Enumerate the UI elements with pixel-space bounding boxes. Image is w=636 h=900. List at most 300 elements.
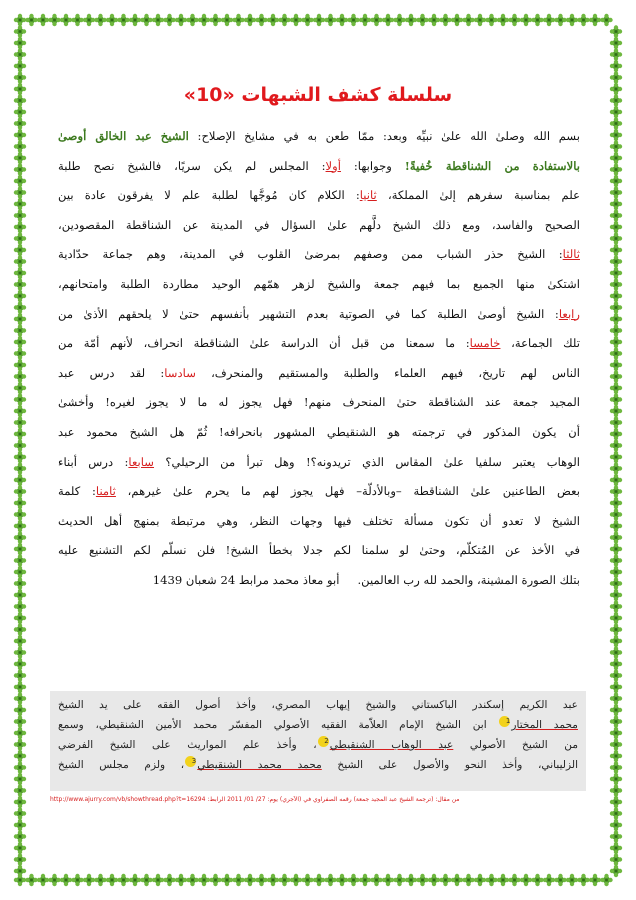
border-flower-ornament xyxy=(610,704,622,716)
border-flower-ornament xyxy=(48,14,60,26)
point-label: ثامنا xyxy=(95,484,116,499)
border-flower-ornament xyxy=(14,842,26,854)
border-flower-ornament xyxy=(543,14,555,26)
article-body xyxy=(58,122,580,596)
body-line xyxy=(58,181,580,211)
border-flower-ornament xyxy=(610,48,622,60)
border-flower-ornament xyxy=(610,853,622,865)
border-flower-ornament xyxy=(610,715,622,727)
border-flower-ornament xyxy=(14,25,26,37)
body-text-segment: بعض الطاعنين علىٰ الشناقطة –وبالأدلّة– فهل يجوز لهم ما يحرم علىٰ غيرهم، xyxy=(115,484,580,499)
quoted-excerpt xyxy=(50,691,586,791)
border-flower-ornament xyxy=(610,198,622,210)
border-flower-ornament xyxy=(14,163,26,175)
border-flower-ornament xyxy=(313,14,325,26)
border-flower-ornament xyxy=(589,14,601,26)
body-text-segment: وجوابها: xyxy=(340,158,405,173)
border-flower-ornament xyxy=(14,14,26,26)
border-flower-ornament xyxy=(610,359,622,371)
border-flower-ornament xyxy=(14,819,26,831)
border-flower-ornament xyxy=(14,865,26,877)
excerpt-text: ، ولزم مجلس الشيخ xyxy=(58,759,185,771)
body-text-segment: : درس أبناء xyxy=(58,454,129,469)
border-flower-ornament xyxy=(14,186,26,198)
border-flower-ornament xyxy=(485,874,497,886)
body-line xyxy=(58,300,580,330)
border-flower-ornament xyxy=(610,681,622,693)
border-flower-ornament xyxy=(255,874,267,886)
border-flower-ornament xyxy=(370,14,382,26)
border-flower-ornament xyxy=(531,874,543,886)
excerpt-line-1: عبد الكريم إسكندر الباكستاني والشيخ إيهاب المصري، وأخذ أصول الفقه على يد الشيخ xyxy=(58,699,578,711)
border-flower-ornament xyxy=(610,37,622,49)
excerpt-text: ابن الشيخ الإمام العلاّمة الفقيه الأصولي المفسّر محمد الأمين الشنقيطي، وسمع xyxy=(58,719,499,731)
border-flower-ornament xyxy=(610,784,622,796)
body-text-segment: الصحيح والفاسد، ومع ذلك الشيخ دلَّهم علىٰ السؤال في المدينة عن الشناقطة المقصودين، xyxy=(58,217,580,232)
border-flower-ornament xyxy=(428,874,440,886)
border-flower-ornament xyxy=(14,382,26,394)
body-text-segment: : كلمة xyxy=(58,484,96,499)
border-flower-ornament xyxy=(370,874,382,886)
border-flower-ornament xyxy=(610,163,622,175)
border-flower-ornament xyxy=(14,324,26,336)
border-flower-ornament xyxy=(14,336,26,348)
border-flower-ornament xyxy=(610,129,622,141)
border-flower-ornament xyxy=(37,14,49,26)
closing-line xyxy=(58,566,580,596)
border-flower-ornament xyxy=(14,554,26,566)
border-flower-ornament xyxy=(14,497,26,509)
footnote-marker-3: 3 xyxy=(185,756,196,767)
border-flower-ornament xyxy=(610,577,622,589)
body-text-segment: الشيخ لا تعدو أن تكون مسألة تختلف فيها وجهات النظر، وهي مرتبطة بمنهج أهل الحديث xyxy=(58,513,580,528)
point-label: سابعا xyxy=(128,454,155,469)
body-line xyxy=(58,477,580,507)
border-flower-ornament xyxy=(610,474,622,486)
border-flower-ornament xyxy=(577,14,589,26)
border-flower-ornament xyxy=(278,14,290,26)
excerpt-text: من الشيخ الأصولي xyxy=(453,739,578,751)
border-flower-ornament xyxy=(14,543,26,555)
body-text-segment: : لقد درس عبد xyxy=(58,365,165,380)
border-flower-ornament xyxy=(428,14,440,26)
border-flower-ornament xyxy=(301,874,313,886)
border-flower-ornament xyxy=(14,428,26,440)
body-text-segment: أن يكون المذكور في ترجمته هو الشنقيطي المشهور بانحرافه! ثُمّ هل الشيخ محمود عبد xyxy=(58,424,580,439)
border-flower-ornament xyxy=(359,14,371,26)
border-flower-ornament xyxy=(14,612,26,624)
border-flower-ornament xyxy=(278,874,290,886)
border-flower-ornament xyxy=(610,267,622,279)
border-flower-ornament xyxy=(610,301,622,313)
border-flower-ornament xyxy=(198,14,210,26)
border-flower-ornament xyxy=(14,106,26,118)
border-flower-ornament xyxy=(244,874,256,886)
border-flower-ornament xyxy=(117,14,129,26)
border-flower-ornament xyxy=(566,14,578,26)
border-flower-ornament xyxy=(48,874,60,886)
border-flower-ornament xyxy=(14,807,26,819)
border-flower-ornament xyxy=(497,14,509,26)
source-citation: من مقال: (ترجمة الشيخ عبد المجيد جمعة) رقمه الصفراوي في (الآجري) يوم: 27/ 01/ 2011 الرابط: http://www.ajurry.com/vb/showthread.php?t=16294 xyxy=(50,796,460,803)
body-text-segment: اشتكىٰ منها الجميع بما فيهم جمعة والشيخ لزهر همّهم الوحيد مطاردة الطلبة وامتحانهم، xyxy=(58,276,580,291)
border-flower-ornament xyxy=(255,14,267,26)
border-flower-ornament xyxy=(14,393,26,405)
border-flower-ornament xyxy=(485,14,497,26)
excerpt-line-4 xyxy=(58,755,578,775)
border-flower-ornament xyxy=(610,830,622,842)
border-flower-ornament xyxy=(14,301,26,313)
border-flower-ornament xyxy=(610,232,622,244)
border-flower-ornament xyxy=(232,14,244,26)
border-flower-ornament xyxy=(25,14,37,26)
border-flower-ornament xyxy=(221,874,233,886)
border-flower-ornament xyxy=(610,60,622,72)
border-flower-ornament xyxy=(14,140,26,152)
border-flower-ornament xyxy=(14,347,26,359)
border-flower-ornament xyxy=(14,313,26,325)
border-flower-ornament xyxy=(324,874,336,886)
border-flower-ornament xyxy=(554,874,566,886)
border-flower-ornament xyxy=(14,796,26,808)
border-flower-ornament xyxy=(186,14,198,26)
body-text-segment: المجيد جمعة عند الشناقطة حتىٰ المنحرف منهم! فهل يجوز له ما لا يجوز لغيره! وأخشىٰ xyxy=(58,395,580,410)
border-flower-ornament xyxy=(610,646,622,658)
border-flower-ornament xyxy=(508,874,520,886)
border-flower-ornament xyxy=(14,623,26,635)
border-flower-ornament xyxy=(324,14,336,26)
border-flower-ornament xyxy=(416,14,428,26)
border-flower-ornament xyxy=(610,485,622,497)
border-flower-ornament xyxy=(610,106,622,118)
footnote-marker-1: 1 xyxy=(499,716,510,727)
border-flower-ornament xyxy=(117,874,129,886)
border-flower-ornament xyxy=(25,874,37,886)
border-flower-ornament xyxy=(610,508,622,520)
border-flower-ornament xyxy=(14,359,26,371)
border-flower-ornament xyxy=(610,796,622,808)
border-flower-ornament xyxy=(14,37,26,49)
border-flower-ornament xyxy=(382,874,394,886)
border-flower-ornament xyxy=(497,874,509,886)
border-flower-ornament xyxy=(71,14,83,26)
border-flower-ornament xyxy=(60,14,72,26)
point-label: ثالثا xyxy=(562,247,580,262)
border-flower-ornament xyxy=(610,255,622,267)
border-flower-ornament xyxy=(14,681,26,693)
border-flower-ornament xyxy=(209,874,221,886)
border-flower-ornament xyxy=(610,221,622,233)
body-text-segment: : الكلام كان مُوجَّها لطلبة علم لا يفرقون عادة بين xyxy=(58,188,360,203)
point-label: أولا xyxy=(325,158,341,173)
border-flower-ornament xyxy=(14,738,26,750)
border-flower-ornament xyxy=(175,874,187,886)
border-flower-ornament xyxy=(577,874,589,886)
body-text-segment: : المجلس لم يكن سريًا، فالشيخ نصح طلبة xyxy=(58,158,326,173)
border-flower-ornament xyxy=(14,255,26,267)
border-flower-ornament xyxy=(14,485,26,497)
border-flower-ornament xyxy=(610,71,622,83)
border-flower-ornament xyxy=(610,635,622,647)
border-flower-ornament xyxy=(209,14,221,26)
border-flower-ornament xyxy=(221,14,233,26)
border-flower-ornament xyxy=(175,14,187,26)
body-line xyxy=(58,536,580,566)
border-flower-ornament xyxy=(610,336,622,348)
closing-text: بتلك الصورة المشينة، والحمد لله رب العالمين. xyxy=(357,572,580,587)
border-flower-ornament xyxy=(610,370,622,382)
border-flower-ornament xyxy=(14,71,26,83)
border-flower-ornament xyxy=(14,830,26,842)
border-flower-ornament xyxy=(610,612,622,624)
border-flower-ornament xyxy=(152,874,164,886)
border-flower-ornament xyxy=(83,14,95,26)
border-flower-ornament xyxy=(462,874,474,886)
border-flower-ornament xyxy=(610,462,622,474)
border-flower-ornament xyxy=(610,416,622,428)
border-flower-ornament xyxy=(405,14,417,26)
border-flower-ornament xyxy=(37,874,49,886)
body-line xyxy=(58,418,580,448)
border-flower-ornament xyxy=(71,874,83,886)
border-flower-ornament xyxy=(14,462,26,474)
border-flower-ornament xyxy=(600,14,612,26)
border-flower-ornament xyxy=(347,14,359,26)
border-flower-ornament xyxy=(14,669,26,681)
excerpt-line-3 xyxy=(58,735,578,755)
border-flower-ornament xyxy=(14,129,26,141)
border-flower-ornament xyxy=(566,874,578,886)
border-flower-ornament xyxy=(610,393,622,405)
border-flower-ornament xyxy=(610,761,622,773)
border-flower-ornament xyxy=(610,290,622,302)
border-flower-ornament xyxy=(520,874,532,886)
point-label: رابعا xyxy=(558,306,580,321)
border-flower-ornament xyxy=(14,198,26,210)
border-flower-ornament xyxy=(462,14,474,26)
body-text-segment: : ما سمعنا من قبل أن الدراسة علىٰ الشناقطة انحراف، لأنهم أمّة من xyxy=(58,336,470,351)
highlight-name-2: عبد الوهاب الشنقيطي xyxy=(329,739,454,751)
border-flower-ornament xyxy=(610,347,622,359)
border-flower-ornament xyxy=(543,874,555,886)
body-text-segment: في الأخذ عن المُتكلّم، وحتىٰ لو سلمنا لكم جدلا بخطأ الشيخ! فلن نسلّم لكم التشنيع عليه xyxy=(58,543,580,558)
border-flower-ornament xyxy=(14,566,26,578)
border-flower-ornament xyxy=(610,727,622,739)
border-flower-ornament xyxy=(610,819,622,831)
border-flower-ornament xyxy=(14,704,26,716)
border-flower-ornament xyxy=(610,842,622,854)
border-flower-ornament xyxy=(60,874,72,886)
border-flower-ornament xyxy=(14,405,26,417)
border-flower-ornament xyxy=(14,531,26,543)
border-flower-ornament xyxy=(14,416,26,428)
quoted-claim: بالاستفادة من الشناقطة خُفيةً! xyxy=(404,158,580,173)
border-flower-ornament xyxy=(14,244,26,256)
border-flower-ornament xyxy=(439,14,451,26)
border-flower-ornament xyxy=(14,727,26,739)
border-flower-ornament xyxy=(14,646,26,658)
border-flower-ornament xyxy=(610,175,622,187)
border-flower-ornament xyxy=(106,874,118,886)
border-flower-ornament xyxy=(439,874,451,886)
body-line xyxy=(58,122,580,152)
border-flower-ornament xyxy=(14,232,26,244)
border-flower-ornament xyxy=(336,14,348,26)
border-flower-ornament xyxy=(14,635,26,647)
border-flower-ornament xyxy=(163,874,175,886)
border-flower-ornament xyxy=(290,14,302,26)
page-title: سلسلة كشف الشبهات «10» xyxy=(183,84,453,106)
border-flower-ornament xyxy=(14,175,26,187)
border-flower-ornament xyxy=(14,370,26,382)
border-flower-ornament xyxy=(290,874,302,886)
border-flower-ornament xyxy=(152,14,164,26)
border-flower-ornament xyxy=(14,577,26,589)
border-flower-ornament xyxy=(14,290,26,302)
border-flower-ornament xyxy=(382,14,394,26)
border-flower-ornament xyxy=(232,874,244,886)
footnote-marker-2: 2 xyxy=(318,736,329,747)
border-flower-ornament xyxy=(244,14,256,26)
highlight-name-1: محمد المختار xyxy=(511,719,578,731)
border-flower-ornament xyxy=(359,874,371,886)
border-flower-ornament xyxy=(610,773,622,785)
body-line xyxy=(58,240,580,270)
border-flower-ornament xyxy=(610,278,622,290)
body-line xyxy=(58,388,580,418)
border-flower-ornament xyxy=(14,773,26,785)
border-flower-ornament xyxy=(610,589,622,601)
border-flower-ornament xyxy=(14,589,26,601)
border-flower-ornament xyxy=(393,874,405,886)
border-flower-ornament xyxy=(520,14,532,26)
border-flower-ornament xyxy=(610,692,622,704)
border-flower-ornament xyxy=(451,14,463,26)
body-text-segment: بسم الله وصلىٰ الله علىٰ نبيِّه وبعد: ممّا طعن به في مشايخ الإصلاح: xyxy=(188,129,580,143)
border-flower-ornament xyxy=(14,715,26,727)
border-flower-ornament xyxy=(508,14,520,26)
border-flower-ornament xyxy=(610,865,622,877)
border-flower-ornament xyxy=(347,874,359,886)
body-line xyxy=(58,211,580,241)
border-flower-ornament xyxy=(14,451,26,463)
border-flower-ornament xyxy=(610,209,622,221)
point-label: ثانيا xyxy=(359,188,377,203)
border-flower-ornament xyxy=(14,278,26,290)
border-flower-ornament xyxy=(336,874,348,886)
border-flower-ornament xyxy=(610,313,622,325)
border-flower-ornament xyxy=(474,14,486,26)
border-flower-ornament xyxy=(14,508,26,520)
border-flower-ornament xyxy=(129,14,141,26)
border-flower-ornament xyxy=(140,874,152,886)
border-flower-ornament xyxy=(198,874,210,886)
border-flower-ornament xyxy=(554,14,566,26)
border-flower-ornament xyxy=(610,807,622,819)
excerpt-text: الزليباني، وأخذ النحو والأصول على الشيخ xyxy=(321,759,578,771)
border-flower-ornament xyxy=(474,874,486,886)
border-flower-ornament xyxy=(610,451,622,463)
body-line xyxy=(58,507,580,537)
border-flower-ornament xyxy=(610,140,622,152)
border-flower-ornament xyxy=(14,658,26,670)
border-flower-ornament xyxy=(140,14,152,26)
border-flower-ornament xyxy=(610,520,622,532)
border-flower-ornament xyxy=(14,152,26,164)
border-flower-ornament xyxy=(610,497,622,509)
border-flower-ornament xyxy=(610,658,622,670)
border-flower-ornament xyxy=(531,14,543,26)
body-line xyxy=(58,270,580,300)
body-line xyxy=(58,359,580,389)
author-signature: أبو معاذ محمد مرابط 24 شعبان 1439 xyxy=(152,572,340,587)
border-flower-ornament xyxy=(610,543,622,555)
excerpt-text: ، وأخذ علم المواريث على الشيخ الفرضي xyxy=(58,739,317,751)
border-flower-ornament xyxy=(163,14,175,26)
body-text-segment: الوهاب يعتبر سلفيا علىٰ المقاس الذي تريدونه؟! وهل تبرأ من الرحيلي؟ xyxy=(154,454,580,469)
excerpt-line-2 xyxy=(58,715,578,735)
body-text-segment: الناس لهم تاريخ، فيهم العلماء والطلبة والمستقيم والمنحرف، xyxy=(195,365,580,380)
border-flower-ornament xyxy=(405,874,417,886)
border-flower-ornament xyxy=(610,324,622,336)
border-flower-ornament xyxy=(600,874,612,886)
border-flower-ornament xyxy=(610,554,622,566)
border-flower-ornament xyxy=(301,14,313,26)
border-flower-ornament xyxy=(610,600,622,612)
border-flower-ornament xyxy=(14,600,26,612)
border-flower-ornament xyxy=(14,117,26,129)
border-flower-ornament xyxy=(94,14,106,26)
border-flower-ornament xyxy=(610,531,622,543)
border-flower-ornament xyxy=(94,874,106,886)
border-flower-ornament xyxy=(610,382,622,394)
border-flower-ornament xyxy=(14,48,26,60)
border-flower-ornament xyxy=(589,874,601,886)
border-flower-ornament xyxy=(610,750,622,762)
border-flower-ornament xyxy=(106,14,118,26)
border-flower-ornament xyxy=(14,439,26,451)
border-flower-ornament xyxy=(14,209,26,221)
border-flower-ornament xyxy=(267,874,279,886)
point-label: سادسا xyxy=(164,365,196,380)
body-text-segment: علم بمناسبة سفرهم إلىٰ المملكة، xyxy=(376,188,580,203)
border-flower-ornament xyxy=(83,874,95,886)
border-flower-ornament xyxy=(610,566,622,578)
border-flower-ornament xyxy=(610,439,622,451)
body-line xyxy=(58,329,580,359)
border-flower-ornament xyxy=(610,623,622,635)
border-flower-ornament xyxy=(313,874,325,886)
point-label: خامسا xyxy=(469,336,501,351)
highlight-name-3: محمد محمد الشنقيطي xyxy=(197,759,322,771)
body-text-segment: : الشيخ أوصىٰ الطلبة كما في الصوتية بعدم التشهير بأنفسهم حتىٰ لا يلحقهم الأذىٰ من xyxy=(58,306,559,321)
body-line xyxy=(58,152,580,182)
border-flower-ornament xyxy=(267,14,279,26)
border-flower-ornament xyxy=(14,520,26,532)
border-flower-ornament xyxy=(610,152,622,164)
border-flower-ornament xyxy=(610,669,622,681)
border-flower-ornament xyxy=(451,874,463,886)
border-flower-ornament xyxy=(129,874,141,886)
border-flower-ornament xyxy=(14,761,26,773)
border-flower-ornament xyxy=(14,60,26,72)
border-flower-ornament xyxy=(416,874,428,886)
border-flower-ornament xyxy=(610,738,622,750)
border-flower-ornament xyxy=(610,428,622,440)
border-flower-ornament xyxy=(14,692,26,704)
body-text-segment: تلك الجماعة، xyxy=(500,336,580,351)
border-flower-ornament xyxy=(610,117,622,129)
